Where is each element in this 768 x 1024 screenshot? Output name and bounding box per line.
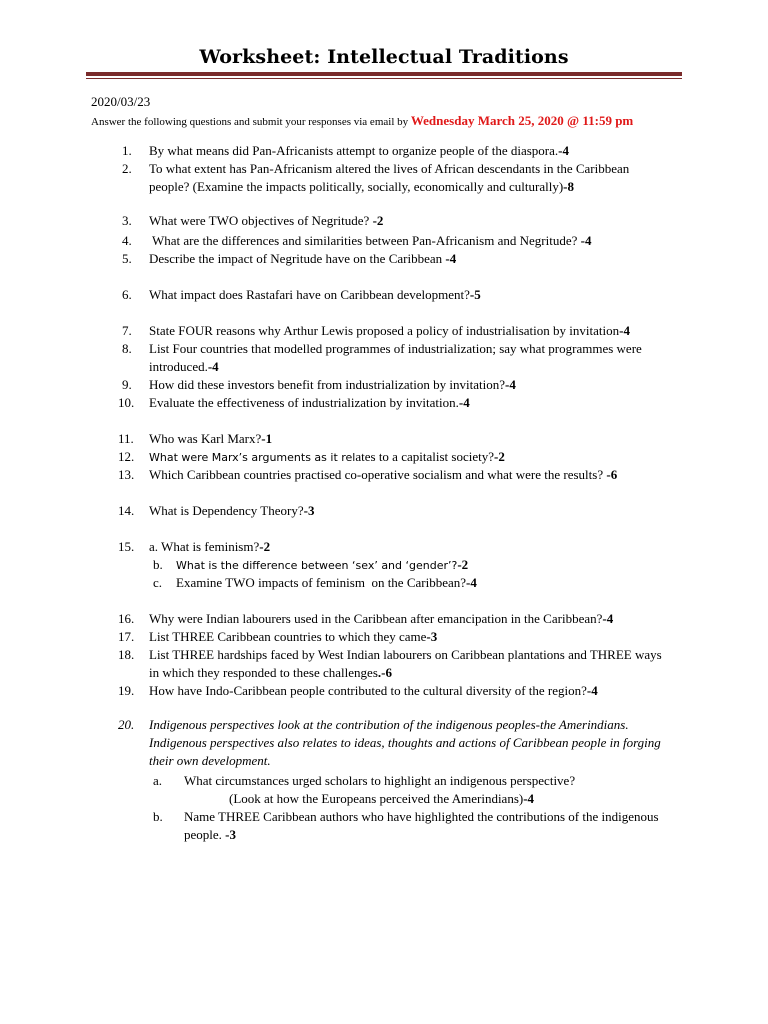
question-number: 12. bbox=[118, 449, 135, 464]
question-number: 10. bbox=[118, 395, 135, 410]
question-number: 14. bbox=[118, 503, 135, 518]
question-number: 11. bbox=[118, 431, 134, 446]
question-text-line1: To what extent has Pan-Africanism altered the lives of African descendants in the Caribbean bbox=[149, 161, 630, 176]
question-text-line2: people? (Examine the impacts politically, socially, economically and culturally) bbox=[149, 179, 564, 194]
question-points: -2 bbox=[259, 539, 271, 554]
question-points: -4 bbox=[523, 791, 535, 806]
question-number: 1. bbox=[122, 143, 132, 158]
question-text-line1: List THREE hardships faced by West Indian labourers on Caribbean plantations and THREE ways bbox=[149, 647, 662, 662]
instructions-text: Answer the following questions and submit your responses via email by bbox=[91, 116, 411, 128]
question-text: Describe the impact of Negritude have on the Caribbean bbox=[149, 251, 446, 266]
question-number: 8. bbox=[122, 341, 132, 356]
question-number: 15. bbox=[118, 539, 135, 554]
question-points: -3 bbox=[225, 827, 236, 842]
instructions bbox=[91, 113, 633, 129]
sub-label: b. bbox=[153, 809, 163, 824]
question-number: 2. bbox=[122, 161, 132, 176]
question-text: Which Caribbean countries practised co-operative socialism and what were the results? bbox=[149, 467, 607, 482]
question-points: -4 bbox=[466, 575, 477, 590]
question-points: -1 bbox=[261, 431, 273, 446]
question-text: How have Indo-Caribbean people contributed to the cultural diversity of the region? bbox=[149, 683, 587, 698]
question-text: Examine TWO impacts of feminism on the Caribbean? bbox=[176, 575, 467, 590]
question-points: .-6 bbox=[377, 665, 392, 680]
sub-label: c. bbox=[153, 575, 163, 590]
question-points: -3 bbox=[426, 629, 438, 644]
question-text: What circumstances urged scholars to highlight an indigenous perspective? bbox=[184, 773, 576, 788]
question-text-line2: introduced. bbox=[149, 359, 208, 374]
question-text: What are the differences and similarities between Pan-Africanism and Negritude? bbox=[149, 233, 581, 248]
question-number: 20. bbox=[118, 717, 135, 732]
question-number: 18. bbox=[118, 647, 135, 662]
question-text-line2: in which they responded to these challenges bbox=[149, 665, 378, 680]
question-number: 16. bbox=[118, 611, 135, 626]
sub-label: a. bbox=[149, 539, 159, 554]
question-number: 13. bbox=[118, 467, 135, 482]
question-text-part1: What were Marx’s arguments as it rel bbox=[149, 451, 356, 464]
question-text-line1: Indigenous perspectives look at the contribution of the indigenous peoples-the Amerindians. bbox=[149, 717, 629, 732]
question-number: 4. bbox=[122, 233, 132, 248]
question-points: -2 bbox=[457, 557, 469, 572]
deadline: Wednesday March 25, 2020 @ 11:59 pm bbox=[410, 113, 634, 128]
question-points: -4 bbox=[586, 683, 598, 698]
question-number: 9. bbox=[122, 377, 132, 392]
question-text: What is the difference between ‘sex’ and ‘gender’? bbox=[176, 559, 458, 572]
question-points: -5 bbox=[469, 287, 481, 302]
question-hint: (Look at how the Europeans perceived the Amerindians) bbox=[229, 791, 524, 806]
question-points: -4 bbox=[558, 143, 569, 158]
question-text-line3: their own development. bbox=[149, 753, 271, 768]
sub-label: a. bbox=[153, 773, 163, 788]
question-points: -2 bbox=[493, 449, 505, 464]
question-number: 6. bbox=[122, 287, 132, 302]
question-points: -3 bbox=[303, 503, 315, 518]
question-points: -6 bbox=[606, 467, 618, 482]
question-text: List THREE Caribbean countries to which they came bbox=[149, 629, 427, 644]
question-points: -4 bbox=[602, 611, 614, 626]
question-text-line1: List Four countries that modelled programmes of industrialization; say what programmes were bbox=[149, 341, 642, 356]
question-points: -2 bbox=[372, 213, 384, 228]
question-points: -8 bbox=[563, 179, 575, 194]
question-number: 5. bbox=[122, 251, 132, 266]
question-points: -4 bbox=[619, 323, 630, 338]
question-text: Who was Karl Marx? bbox=[149, 431, 262, 446]
question-points: -4 bbox=[445, 251, 457, 266]
question-text-line2: Indigenous perspectives also relates to ideas, thoughts and actions of Caribbean people in forging bbox=[149, 735, 661, 750]
question-text: How did these investors benefit from industrialization by invitation? bbox=[149, 377, 505, 392]
question-text: What were TWO objectives of Negritude? bbox=[149, 213, 373, 228]
sub-label: b. bbox=[153, 557, 163, 572]
question-text: State FOUR reasons why Arthur Lewis proposed a policy of industrialisation by invitation bbox=[149, 323, 620, 338]
question-points: -4 bbox=[580, 233, 592, 248]
question-text: What is Dependency Theory? bbox=[149, 503, 304, 518]
question-text-part2: ates to a capitalist society? bbox=[355, 449, 494, 464]
page-title: Worksheet: Intellectual Traditions bbox=[199, 46, 569, 68]
question-points: -4 bbox=[207, 359, 219, 374]
question-text: By what means did Pan-Africanists attempt to organize people of the diaspora. bbox=[149, 143, 559, 158]
question-text: Why were Indian labourers used in the Caribbean after emancipation in the Caribbean? bbox=[149, 611, 603, 626]
title-rule-thick bbox=[86, 72, 682, 76]
question-number: 17. bbox=[118, 629, 135, 644]
question-points: -4 bbox=[504, 377, 516, 392]
question-text-line2: people. bbox=[184, 827, 226, 842]
question-text: What impact does Rastafari have on Caribbean development? bbox=[149, 287, 470, 302]
question-text: What is feminism? bbox=[161, 539, 260, 554]
question-text: Evaluate the effectiveness of industrialization by invitation. bbox=[149, 395, 459, 410]
question-number: 7. bbox=[122, 323, 132, 338]
question-points: -4 bbox=[458, 395, 470, 410]
title-rule-thin bbox=[86, 78, 682, 79]
worksheet-date: 2020/03/23 bbox=[91, 94, 151, 109]
question-number: 3. bbox=[122, 213, 132, 228]
question-text-line1: Name THREE Caribbean authors who have highlighted the contributions of the indigenous bbox=[184, 809, 659, 824]
question-number: 19. bbox=[118, 683, 135, 698]
